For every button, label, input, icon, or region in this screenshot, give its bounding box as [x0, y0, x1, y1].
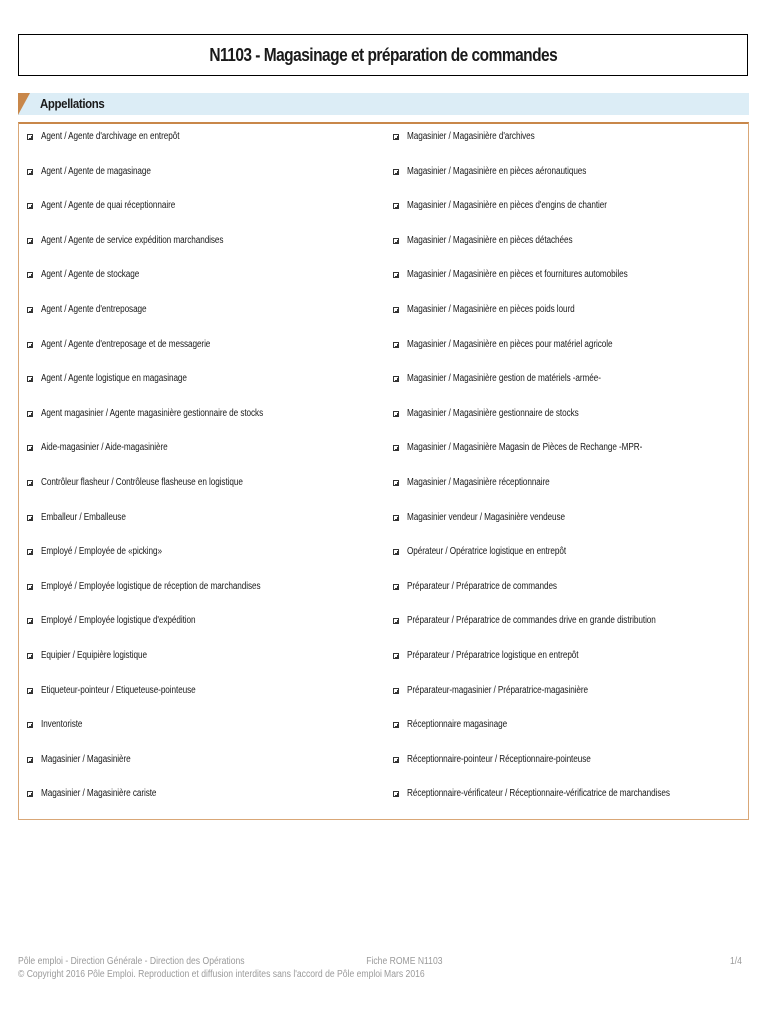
- list-item-label: Préparateur / Préparatrice de commandes: [407, 580, 557, 592]
- list-item: [393, 545, 753, 580]
- checkbox-bullet-icon: [27, 480, 33, 486]
- list-item: [393, 372, 753, 407]
- appellations-list: [18, 122, 749, 820]
- checkbox-bullet-icon: [27, 688, 33, 694]
- checkbox-bullet-icon: [393, 307, 399, 313]
- list-item-label: Préparateur-magasinier / Préparatrice-magasinière: [407, 684, 589, 696]
- list-item-label: Agent / Agente d'archivage en entrepôt: [41, 131, 180, 142]
- checkbox-bullet-icon: [27, 203, 33, 209]
- list-item-label: Agent / Agente d'entreposage et de messagerie: [41, 338, 211, 350]
- list-item-label: Employé / Employée de «picking»: [41, 546, 162, 558]
- checkbox-bullet-icon: [393, 515, 399, 521]
- list-item-label: Réceptionnaire-pointeur / Réceptionnaire-pointeuse: [407, 753, 591, 765]
- checkbox-bullet-icon: [27, 515, 33, 521]
- footer-org: Pôle emploi - Direction Générale - Direction des Opérations: [18, 956, 245, 967]
- list-item-label: Agent magasinier / Agente magasinière gestionnaire de stocks: [41, 407, 264, 419]
- list-item: [393, 476, 753, 511]
- list-item: [27, 441, 387, 476]
- list-item-label: Contrôleur flasheur / Contrôleuse flasheuse en logistique: [41, 476, 243, 488]
- checkbox-bullet-icon: [393, 757, 399, 763]
- list-item: [393, 338, 753, 373]
- list-item: [393, 199, 753, 234]
- list-item-label: Agent / Agente de magasinage: [41, 165, 151, 177]
- checkbox-bullet-icon: [393, 203, 399, 209]
- list-item: [393, 130, 753, 165]
- checkbox-bullet-icon: [393, 169, 399, 175]
- footer-center: [360, 955, 449, 981]
- list-item: [27, 199, 387, 234]
- list-item: [27, 165, 387, 200]
- list-item-label: Employé / Employée logistique d'expédition: [41, 615, 196, 627]
- list-item: [27, 407, 387, 442]
- list-item: [393, 753, 753, 788]
- list-item: [393, 303, 753, 338]
- checkbox-bullet-icon: [27, 238, 33, 244]
- list-item: [27, 545, 387, 580]
- footer-doc-date: Mars 2016: [384, 969, 425, 980]
- list-item-label: Inventoriste: [41, 719, 83, 731]
- list-item: [27, 684, 387, 719]
- checkbox-bullet-icon: [393, 445, 399, 451]
- list-item-label: Employé / Employée logistique de réception de marchandises: [41, 580, 261, 592]
- checkbox-bullet-icon: [27, 169, 33, 175]
- list-item-label: Magasinier / Magasinière cariste: [41, 788, 157, 800]
- list-item: [27, 338, 387, 373]
- list-item: [27, 130, 387, 165]
- list-item: [393, 165, 753, 200]
- list-item: [393, 511, 753, 546]
- section-corner-marker: [18, 93, 30, 115]
- checkbox-bullet-icon: [27, 653, 33, 659]
- checkbox-bullet-icon: [27, 757, 33, 763]
- list-item: [393, 407, 753, 442]
- list-item: [27, 268, 387, 303]
- list-item-label: Réceptionnaire-vérificateur / Réceptionnaire-vérificatrice de marchandises: [407, 788, 670, 800]
- list-item-label: Aide-magasinier / Aide-magasinière: [41, 442, 168, 454]
- checkbox-bullet-icon: [393, 584, 399, 590]
- list-item: [27, 580, 387, 615]
- list-item-label: Magasinier / Magasinière: [41, 753, 131, 765]
- list-item-label: Opérateur / Opératrice logistique en entrepôt: [407, 546, 567, 558]
- footer-page-number: 1/4: [730, 956, 743, 967]
- appellations-left-column: [27, 130, 387, 822]
- list-item-label: Magasinier / Magasinière gestionnaire de stocks: [407, 407, 579, 419]
- checkbox-bullet-icon: [27, 272, 33, 278]
- checkbox-bullet-icon: [27, 722, 33, 728]
- list-item: [27, 511, 387, 546]
- checkbox-bullet-icon: [393, 411, 399, 417]
- checkbox-bullet-icon: [393, 272, 399, 278]
- list-item: [393, 787, 753, 822]
- list-item-label: Magasinier / Magasinière en pièces d'engins de chantier: [407, 200, 607, 212]
- appellations-right-column: [393, 130, 753, 822]
- list-item-label: Magasinier / Magasinière en pièces aéronautiques: [407, 165, 587, 177]
- list-item: [27, 787, 387, 822]
- list-item: [393, 684, 753, 719]
- page-title: N1103 - Magasinage et préparation de commandes: [209, 44, 557, 65]
- list-item-label: Magasinier / Magasinière d'archives: [407, 131, 535, 142]
- list-item-label: Etiqueteur-pointeur / Etiqueteuse-pointeuse: [41, 684, 196, 696]
- checkbox-bullet-icon: [393, 238, 399, 244]
- list-item-label: Agent / Agente d'entreposage: [41, 303, 147, 315]
- checkbox-bullet-icon: [27, 342, 33, 348]
- footer-copyright: © Copyright 2016 Pôle Emploi. Reproduction et diffusion interdites sans l'accord de Pôle emploi: [18, 969, 382, 980]
- list-item: [393, 268, 753, 303]
- list-item: [393, 580, 753, 615]
- list-item-label: Magasinier / Magasinière réceptionnaire: [407, 476, 550, 488]
- list-item: [393, 649, 753, 684]
- checkbox-bullet-icon: [393, 688, 399, 694]
- list-item: [393, 441, 753, 476]
- checkbox-bullet-icon: [393, 653, 399, 659]
- list-item: [393, 718, 753, 753]
- list-item-label: Magasinier / Magasinière en pièces et fournitures automobiles: [407, 269, 628, 281]
- list-item: [27, 649, 387, 684]
- checkbox-bullet-icon: [393, 791, 399, 797]
- list-item: [393, 234, 753, 269]
- list-item-label: Magasinier / Magasinière en pièces pour matériel agricole: [407, 338, 613, 350]
- list-item-label: Magasinier vendeur / Magasinière vendeuse: [407, 511, 566, 523]
- list-item-label: Equipier / Equipière logistique: [41, 649, 147, 661]
- list-item-label: Préparateur / Préparatrice logistique en entrepôt: [407, 649, 579, 661]
- checkbox-bullet-icon: [27, 307, 33, 313]
- checkbox-bullet-icon: [27, 411, 33, 417]
- list-item: [27, 303, 387, 338]
- footer-right: [730, 955, 744, 968]
- checkbox-bullet-icon: [393, 549, 399, 555]
- section-title: Appellations: [40, 96, 105, 111]
- checkbox-bullet-icon: [393, 376, 399, 382]
- checkbox-bullet-icon: [393, 342, 399, 348]
- list-item-label: Emballeur / Emballeuse: [41, 511, 126, 523]
- list-item-label: Magasinier / Magasinière gestion de matériels -armée-: [407, 373, 601, 385]
- list-item-label: Agent / Agente de stockage: [41, 269, 140, 281]
- section-header-appellations: [18, 93, 749, 115]
- checkbox-bullet-icon: [27, 791, 33, 797]
- list-item: [27, 234, 387, 269]
- list-item: [27, 372, 387, 407]
- list-item: [27, 476, 387, 511]
- checkbox-bullet-icon: [27, 618, 33, 624]
- list-item-label: Magasinier / Magasinière en pièces détachées: [407, 234, 573, 246]
- checkbox-bullet-icon: [27, 376, 33, 382]
- list-item-label: Magasinier / Magasinière Magasin de Pièces de Rechange -MPR-: [407, 442, 643, 454]
- checkbox-bullet-icon: [27, 584, 33, 590]
- list-item: [27, 753, 387, 788]
- list-item-label: Magasinier / Magasinière en pièces poids lourd: [407, 303, 575, 315]
- checkbox-bullet-icon: [27, 549, 33, 555]
- list-item: [27, 614, 387, 649]
- checkbox-bullet-icon: [393, 134, 399, 140]
- list-item-label: Préparateur / Préparatrice de commandes drive en grande distribution: [407, 615, 656, 627]
- list-item: [27, 718, 387, 753]
- title-box: [18, 34, 748, 76]
- checkbox-bullet-icon: [393, 480, 399, 486]
- checkbox-bullet-icon: [27, 445, 33, 451]
- checkbox-bullet-icon: [393, 722, 399, 728]
- checkbox-bullet-icon: [393, 618, 399, 624]
- list-item-label: Agent / Agente de quai réceptionnaire: [41, 200, 176, 212]
- footer-doc-name: Fiche ROME N1103: [366, 956, 443, 967]
- checkbox-bullet-icon: [27, 134, 33, 140]
- list-item: [393, 614, 753, 649]
- list-item-label: Agent / Agente logistique en magasinage: [41, 373, 187, 385]
- list-item-label: Réceptionnaire magasinage: [407, 719, 508, 731]
- list-item-label: Agent / Agente de service expédition marchandises: [41, 234, 224, 246]
